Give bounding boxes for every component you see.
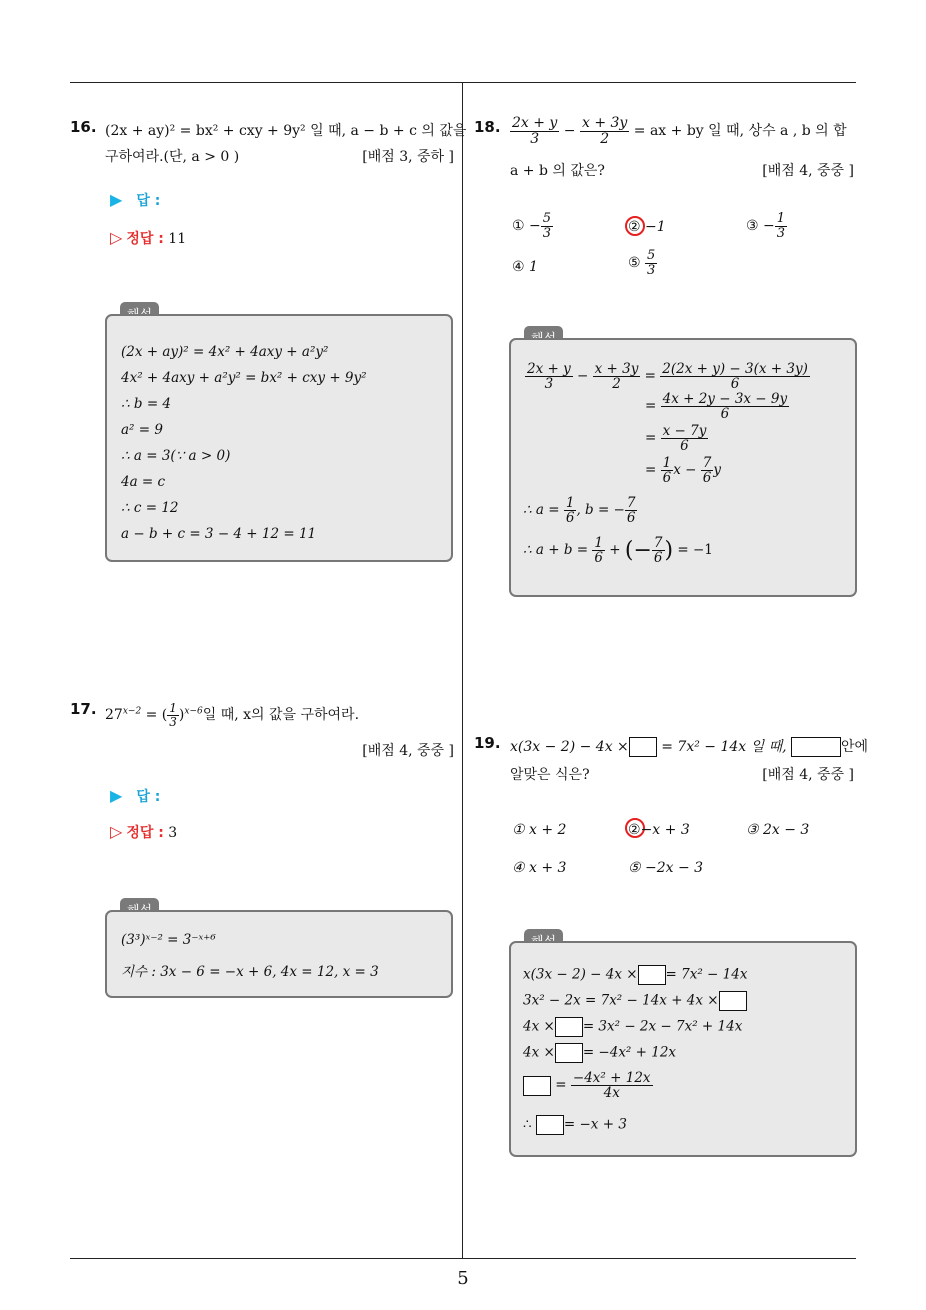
q17-answer-row[interactable]: [110, 786, 160, 806]
q16-correct-answer: ▷ 정답 : 11: [110, 228, 187, 247]
triangle-outline-icon: ▷: [110, 822, 123, 841]
q18-number: 18.: [474, 118, 501, 136]
q16-answer-label: 답 :: [136, 193, 161, 209]
q18-score: [배점 4, 중중 ]: [762, 163, 854, 179]
q18-solution-box: [509, 338, 857, 597]
q19-sol-line: 4x × = −4x² + 12x: [523, 1043, 676, 1063]
q16-question-line2: 구하여라.(단, a > 0 ): [105, 149, 240, 165]
q16-correct-value: 11: [168, 231, 187, 247]
q18-question-line1: $\frac{2x + y}{3}$ − $\frac{x + 3y}{2}$ = ax + by 일 때, 상수 a , b 의 합: [512, 115, 847, 147]
q19-score: [배점 4, 중중 ]: [762, 767, 854, 783]
q18-sol-line: = $\frac{4x + 2y - 3x - 9y}{6}$: [645, 391, 788, 423]
q16-sol-line: (2x + ay)² = 4x² + 4axy + a²y²: [121, 344, 329, 360]
q18-choice-4[interactable]: ④ 1: [512, 259, 538, 275]
blank-box: [791, 737, 841, 757]
q18-sol-line: = $\frac{1}{6}$ x − $\frac{7}{6}$ y: [645, 455, 721, 487]
q18-sol-line: ∴ a + b = $\frac{1}{6}$ + (− $\frac{7}{6}$ ) = −1: [523, 535, 713, 567]
q19-choice-3[interactable]: ③ 2x − 3: [746, 822, 810, 838]
q18-sol-line: ∴ a = $\frac{1}{6}$ , b = − $\frac{7}{6}$: [523, 495, 636, 527]
q17-number: 17.: [70, 700, 97, 718]
blank-box: [555, 1043, 583, 1063]
blank-box: [719, 991, 747, 1011]
q19-sol-line: x(3x − 2) − 4x × = 7x² − 14x: [523, 965, 747, 985]
q16-question-line1: (2x + ay)² = bx² + cxy + 9y² 일 때, a − b + c 의 값을: [105, 123, 467, 139]
q19-sol-line: ∴ = −x + 3: [523, 1115, 627, 1135]
q17-question-line1: $27^{x-2}$ = ( $\frac{1}{3}$ )$^{x-6}$일 때, x의 값을 구하여라.: [105, 701, 360, 729]
q19-sol-line: 4x × = 3x² − 2x − 7x² + 14x: [523, 1017, 742, 1037]
q17-correct-answer: ▷ 정답 : 3: [110, 822, 178, 841]
q16-score: [배점 3, 중하 ]: [362, 149, 454, 165]
q17-sol-line: (3³)ˣ⁻² = 3⁻ˣ⁺⁶: [121, 932, 216, 948]
q16-sol-line: 4x² + 4axy + a²y² = bx² + cxy + 9y²: [121, 370, 367, 386]
blank-box: [555, 1017, 583, 1037]
q19-question-line2: 알맞은 식은?: [510, 767, 590, 783]
column-divider: [462, 82, 463, 1258]
q16-solution-box: [105, 314, 453, 562]
blank-box: [629, 737, 657, 757]
q19-sol-line: = $\frac{\text{−4x² + 12x}}{4x}$: [523, 1071, 653, 1100]
q16-answer-row[interactable]: [110, 190, 160, 210]
q19-question-line1: x(3x − 2) − 4x × = 7x² − 14x 일 때, 안에: [510, 739, 869, 755]
q19-sol-line: 3x² − 2x = 7x² − 14x + 4x ×: [523, 991, 747, 1011]
q19-choice-5[interactable]: ⑤ −2x − 3: [628, 860, 704, 876]
q16-number: 16.: [70, 118, 97, 136]
blank-box: [536, 1115, 564, 1135]
q19-solution-box: [509, 941, 857, 1157]
triangle-outline-icon: ▷: [110, 228, 123, 247]
q18-sol-line: $\frac{2x + y}{3}$ − $\frac{x + 3y}{2}$ = $\frac{2(2x + y) - 3(x + 3y)}{6}$: [527, 361, 808, 393]
q19-choice-1[interactable]: ① x + 2: [512, 822, 567, 838]
q18-choice-5[interactable]: ⑤ $\frac{5}{3}$: [628, 248, 656, 278]
q18-sol-line: = $\frac{x - 7y}{6}$: [645, 423, 707, 455]
blank-box: [523, 1076, 551, 1096]
q19-choice-4[interactable]: ④ x + 3: [512, 860, 567, 876]
q16-sol-line: a² = 9: [121, 422, 163, 438]
q16-sol-line: ∴ c = 12: [121, 500, 179, 516]
q16-sol-line: 4a = c: [121, 474, 166, 490]
play-arrow-icon: ▶: [110, 786, 123, 805]
q19-number: 19.: [474, 734, 501, 752]
q17-solution-box: [105, 910, 453, 998]
q18-choice-1[interactable]: ① − $\frac{5}{3}$: [512, 211, 552, 241]
q17-answer-label: 답 :: [136, 789, 161, 805]
q16-sol-line: ∴ b = 4: [121, 396, 172, 412]
q17-score: [배점 4, 중중 ]: [362, 743, 454, 759]
q18-question-line2: a + b 의 값은?: [510, 163, 605, 179]
q17-sol-line: 지수 : 3x − 6 = −x + 6, 4x = 12, x = 3: [121, 964, 379, 980]
top-rule: [70, 82, 856, 83]
play-arrow-icon: ▶: [110, 190, 123, 209]
q18-choice-2[interactable]: ② −1: [628, 219, 666, 235]
page-number: 5: [457, 1268, 469, 1289]
q16-sol-line: a − b + c = 3 − 4 + 12 = 11: [121, 526, 317, 542]
blank-box: [638, 965, 666, 985]
q18-choice-3[interactable]: ③ − $\frac{1}{3}$: [746, 211, 786, 241]
q17-correct-value: 3: [168, 825, 178, 841]
bottom-rule: [70, 1258, 856, 1259]
q19-choice-2[interactable]: ②−x + 3: [628, 822, 690, 838]
q16-sol-line: ∴ a = 3(∵ a > 0): [121, 448, 231, 464]
